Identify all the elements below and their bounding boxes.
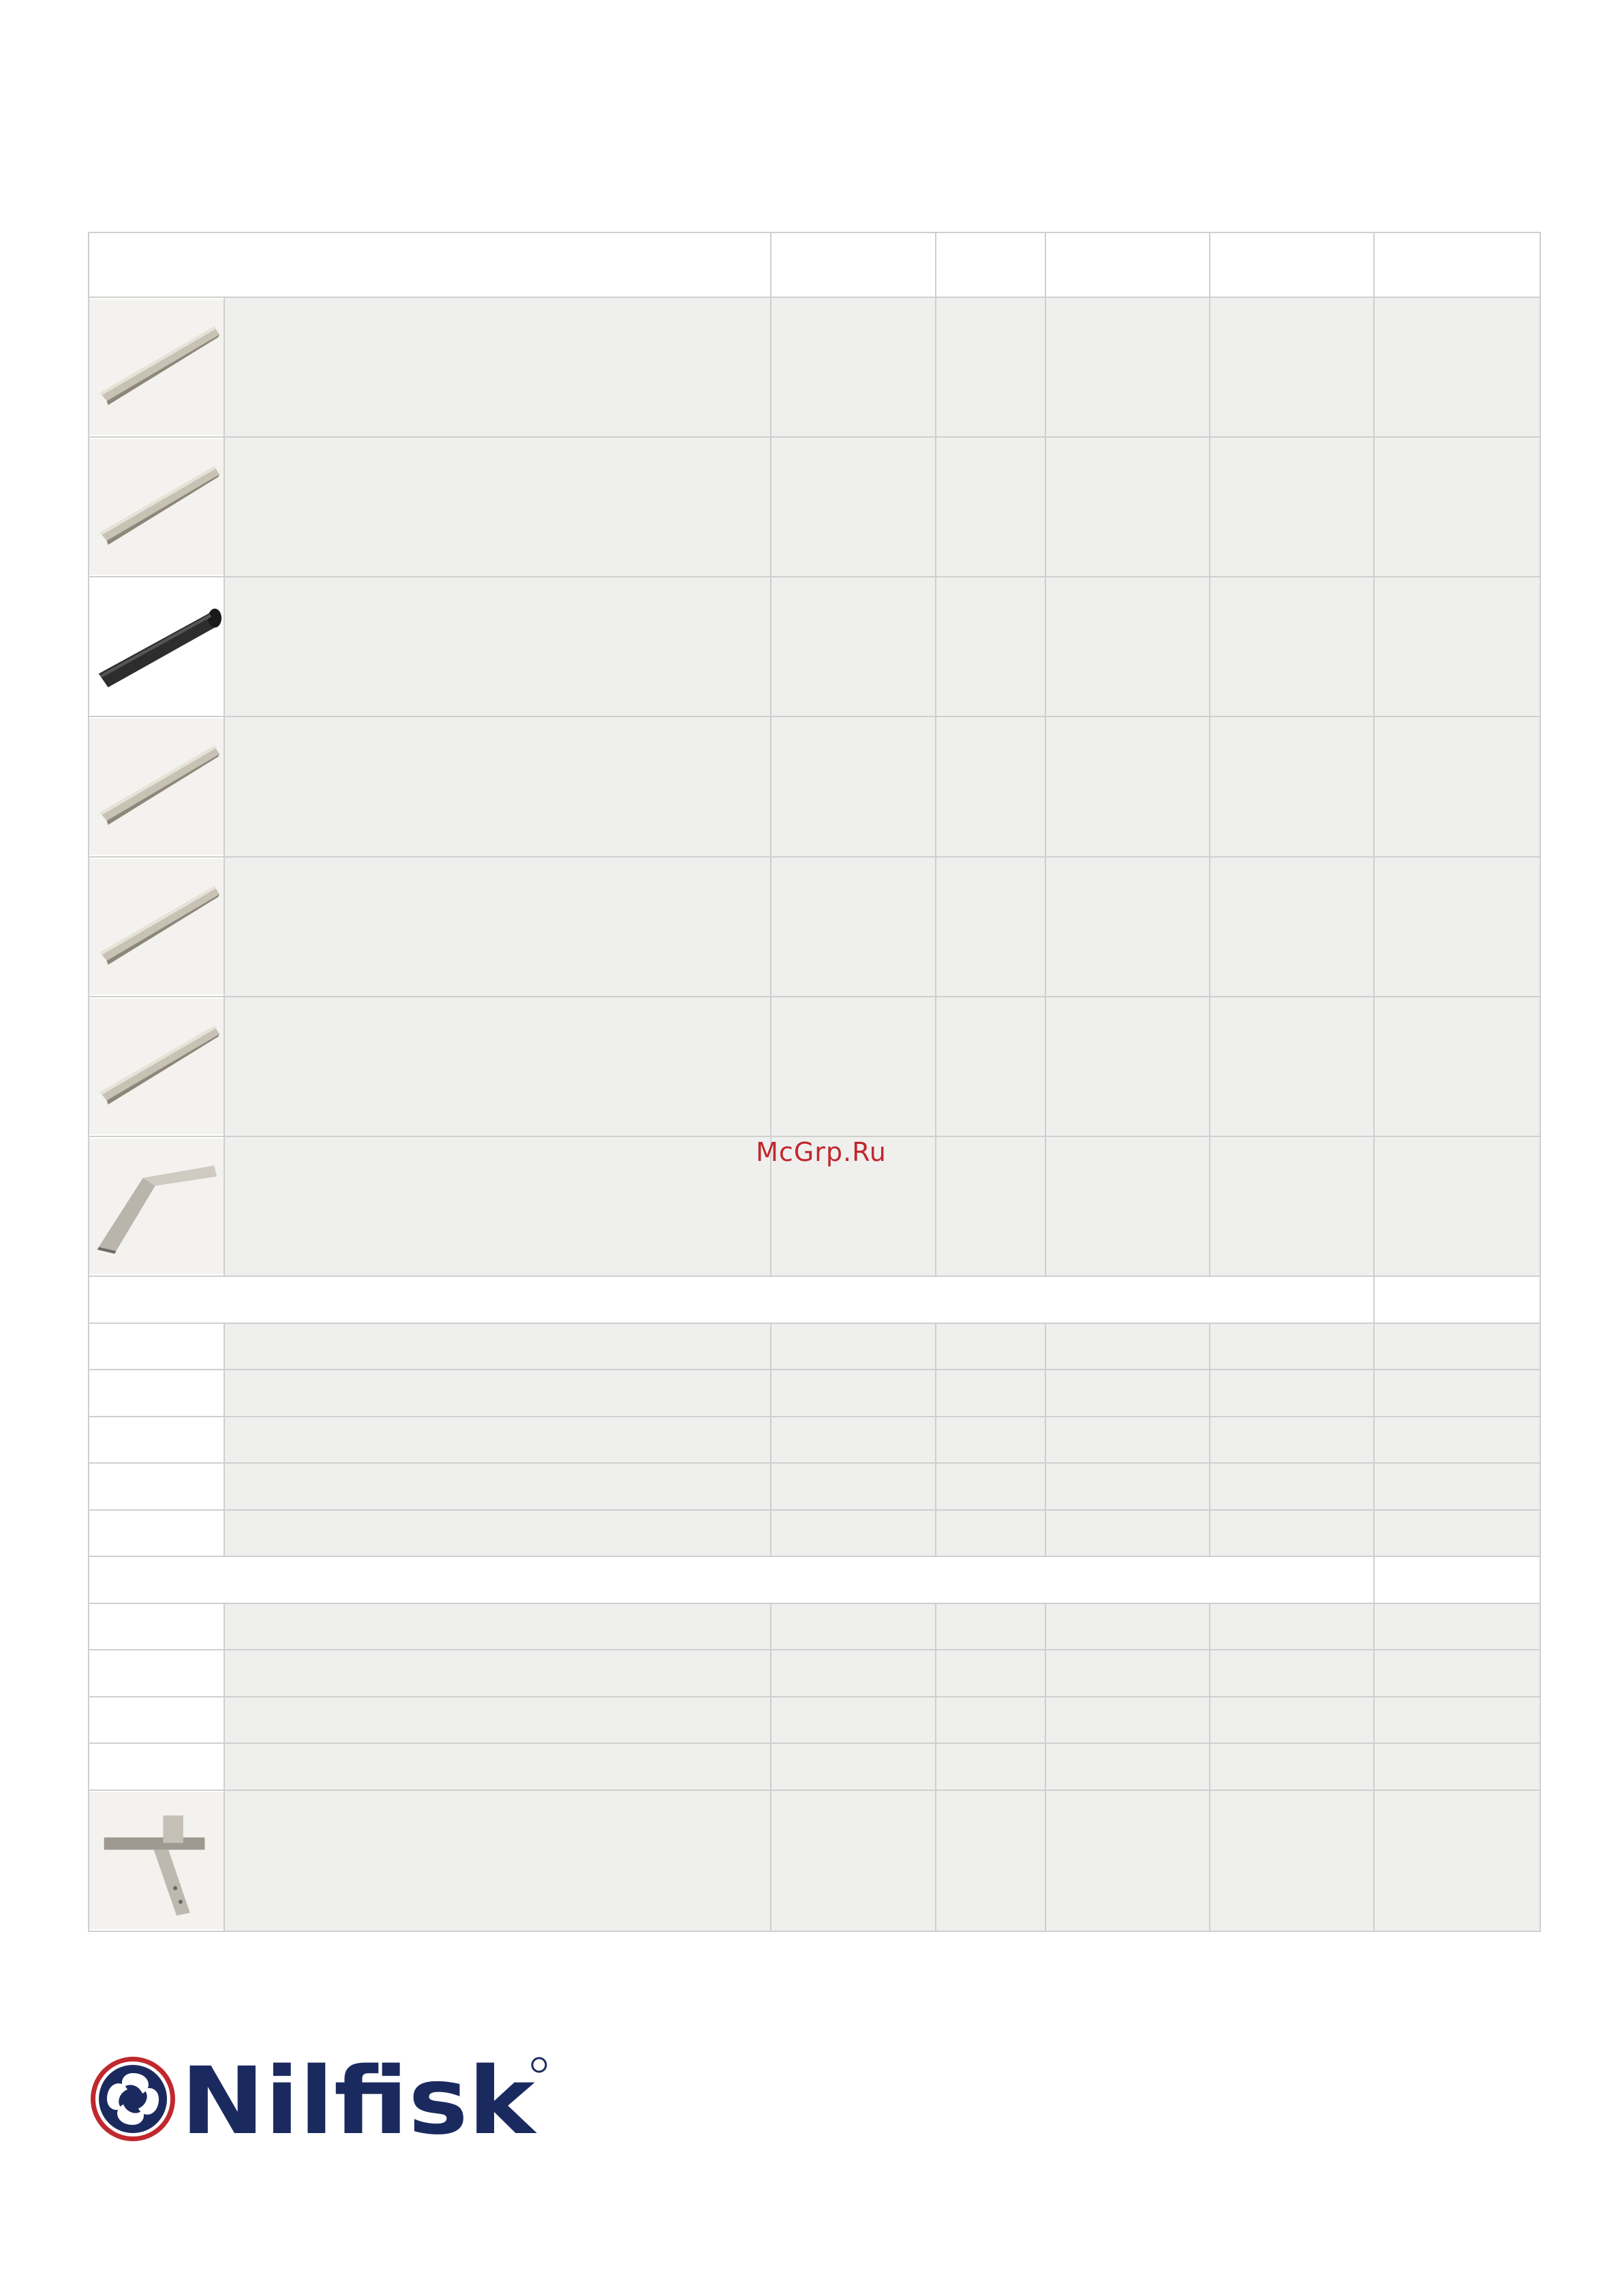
black-crevice-nozzle-icon [89,579,224,714]
value-cell [1046,1697,1210,1744]
row-label-cell [88,1324,225,1370]
section-band-cell [88,1557,1375,1604]
value-cell [936,1417,1046,1464]
value-cell [936,1511,1046,1557]
value-cell [936,717,1046,858]
value-cell [936,1744,1046,1791]
thumbnail-cell [88,858,225,997]
value-cell [1210,1137,1375,1277]
header-column-cell [936,232,1046,298]
value-cell [1375,1791,1541,1932]
value-cell [771,1697,936,1744]
value-cell [936,1370,1046,1417]
value-cell [936,1137,1046,1277]
value-cell [771,577,936,717]
value-cell [771,1370,936,1417]
row-label-cell [88,1604,225,1650]
description-cell [225,1324,771,1370]
value-cell [771,1650,936,1697]
value-cell [771,858,936,997]
value-cell [1046,1650,1210,1697]
thumbnail-cell [88,438,225,577]
row-label-cell [88,1370,225,1417]
value-cell [771,438,936,577]
value-cell [1375,1137,1541,1277]
value-cell [1375,1650,1541,1697]
description-cell [225,1464,771,1511]
value-cell [1210,1464,1375,1511]
value-cell [1210,1511,1375,1557]
description-cell [225,1791,771,1932]
description-cell [225,1744,771,1791]
header-description-cell [88,232,771,298]
header-column-cell [1046,232,1210,298]
value-cell [1210,577,1375,717]
value-cell [1210,1791,1375,1932]
value-cell [1375,1744,1541,1791]
value-cell [936,1464,1046,1511]
value-cell [1210,858,1375,997]
value-cell [1210,1604,1375,1650]
value-cell [771,1417,936,1464]
value-cell [936,997,1046,1137]
value-cell [1210,1417,1375,1464]
header-column-cell [1210,232,1375,298]
value-cell [1375,717,1541,858]
thumbnail-cell [88,298,225,438]
value-cell [1210,1650,1375,1697]
value-cell [936,1697,1046,1744]
value-cell [1046,1744,1210,1791]
value-cell [1375,1324,1541,1370]
header-column-cell [771,232,936,298]
description-cell [225,1370,771,1417]
value-cell [1046,858,1210,997]
value-cell [771,1511,936,1557]
value-cell [1210,298,1375,438]
nilfisk-emblem-icon [91,2057,175,2141]
thumbnail-cell [88,1137,225,1277]
watermark: McGrp.Ru [756,1137,887,1167]
value-cell [1375,1370,1541,1417]
value-cell [936,858,1046,997]
value-cell [1046,1511,1210,1557]
nilfisk-logo [88,2053,551,2145]
value-cell [1046,1604,1210,1650]
brand-name: Nilfisk [181,2053,538,2145]
value-cell [771,1464,936,1511]
value-cell [771,1324,936,1370]
value-cell [1046,1791,1210,1932]
row-label-cell [88,1417,225,1464]
thumbnail-cell [88,717,225,858]
value-cell [771,717,936,858]
value-cell [1046,298,1210,438]
value-cell [936,1604,1046,1650]
value-cell [1375,298,1541,438]
row-label-cell [88,1697,225,1744]
description-cell [225,1511,771,1557]
description-cell [225,858,771,997]
description-cell [225,298,771,438]
angled-steel-nozzle-icon [89,1138,224,1274]
steel-crevice-nozzle-icon [89,439,224,575]
value-cell [1210,1744,1375,1791]
thumbnail-cell [88,1791,225,1932]
value-cell [771,1604,936,1650]
value-cell [1375,1697,1541,1744]
squeegee-nozzle-icon [89,1792,224,1929]
description-cell [225,1137,771,1277]
section-band-cell [88,1277,1375,1324]
description-cell [225,438,771,577]
section-band-end-cell [1375,1277,1541,1324]
value-cell [936,1791,1046,1932]
value-cell [936,577,1046,717]
description-cell [225,717,771,858]
value-cell [1210,1324,1375,1370]
value-cell [1210,438,1375,577]
value-cell [936,438,1046,577]
row-label-cell [88,1744,225,1791]
value-cell [771,298,936,438]
description-cell [225,1604,771,1650]
section-band-end-cell [1375,1557,1541,1604]
description-cell [225,1697,771,1744]
value-cell [1046,1137,1210,1277]
value-cell [936,298,1046,438]
value-cell [1375,1511,1541,1557]
value-cell [1046,997,1210,1137]
value-cell [1046,1370,1210,1417]
value-cell [1046,577,1210,717]
value-cell [771,1744,936,1791]
value-cell [936,1650,1046,1697]
steel-crevice-nozzle-icon [89,859,224,995]
value-cell [1210,1697,1375,1744]
value-cell [1375,858,1541,997]
value-cell [1210,997,1375,1137]
value-cell [1046,1417,1210,1464]
value-cell [936,1324,1046,1370]
value-cell [1046,438,1210,577]
header-column-cell [1375,232,1541,298]
value-cell [1210,717,1375,858]
thumbnail-cell [88,997,225,1137]
row-label-cell [88,1650,225,1697]
thumbnail-cell [88,577,225,717]
steel-crevice-nozzle-icon [89,999,224,1134]
value-cell [1375,438,1541,577]
value-cell [1375,577,1541,717]
value-cell [1375,997,1541,1137]
row-label-cell [88,1511,225,1557]
accessory-table [88,232,1541,1932]
value-cell [1375,1464,1541,1511]
value-cell [1375,1604,1541,1650]
value-cell [1046,1464,1210,1511]
description-cell [225,1417,771,1464]
value-cell [1210,1370,1375,1417]
description-cell [225,577,771,717]
description-cell [225,997,771,1137]
value-cell [1046,717,1210,858]
value-cell [771,1791,936,1932]
steel-crevice-nozzle-icon [89,719,224,855]
description-cell [225,1650,771,1697]
value-cell [1375,1417,1541,1464]
value-cell [771,997,936,1137]
row-label-cell [88,1464,225,1511]
steel-crevice-nozzle-icon [89,299,224,435]
value-cell [1046,1324,1210,1370]
